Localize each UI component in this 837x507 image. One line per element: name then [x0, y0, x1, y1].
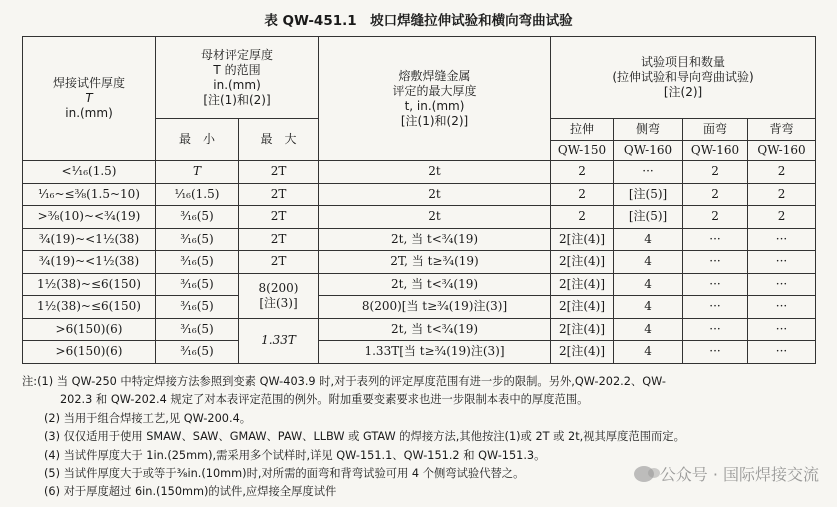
note-line: 注:(1) 当 QW-250 中特定焊接方法参照到变素 QW-403.9 时,对于表列的评定厚度范围有进一步的限制。另外,QW-202.2、QW- [22, 375, 666, 388]
cell: 4 [614, 251, 683, 274]
cell: ³⁄₁₆(5) [156, 318, 239, 341]
cell: 1.33T[当 t≥³⁄₄(19)注(3)] [319, 341, 551, 364]
table-row [23, 341, 816, 364]
header-deposited-weld-metal: 熔敷焊缝金属 评定的最大厚度 t, in.(mm) [注(1)和(2)] [319, 37, 551, 161]
table-row [23, 296, 816, 319]
cell: 2T [239, 251, 319, 274]
cell: ··· [748, 273, 816, 296]
header-root-bend: 背弯 [748, 119, 816, 141]
cell: 2 [551, 183, 614, 206]
cell: ··· [748, 318, 816, 341]
cell: 8(200)[当 t≥³⁄₄(19)注(3)] [319, 296, 551, 319]
cell: 2[注(4)] [551, 296, 614, 319]
cell: 2t [319, 183, 551, 206]
cell-merged-max: 1.33T [239, 318, 319, 363]
cell: 4 [614, 228, 683, 251]
header-base-metal-range: 母材评定厚度 T 的范围 in.(mm) [注(1)和(2)] [156, 37, 319, 119]
cell: 2 [683, 161, 748, 184]
header-min: 最 小 [156, 119, 239, 161]
cell: 2T [239, 228, 319, 251]
header-specimen-thickness: 焊接试件厚度 T in.(mm) [23, 37, 156, 161]
table-title: 表 QW-451.1 坡口焊缝拉伸试验和横向弯曲试验 [264, 13, 573, 29]
cell: [注(5)] [614, 206, 683, 229]
cell: ··· [748, 341, 816, 364]
cell: ³⁄₁₆(5) [156, 206, 239, 229]
cell: >6(150)(6) [23, 341, 156, 364]
table-row [23, 161, 816, 184]
cell: <¹⁄₁₆(1.5) [23, 161, 156, 184]
table-row [23, 206, 816, 229]
cell: ³⁄₁₆(5) [156, 251, 239, 274]
cell: 4 [614, 341, 683, 364]
cell: 2[注(4)] [551, 273, 614, 296]
weld-test-table [22, 36, 816, 364]
cell: 2T [239, 161, 319, 184]
header-face-bend: 面弯 [683, 119, 748, 141]
table-row [23, 318, 816, 341]
cell: ··· [748, 228, 816, 251]
header-tension: 拉伸 [551, 119, 614, 141]
cell: 2t, 当 t<³⁄₄(19) [319, 228, 551, 251]
cell: ··· [683, 251, 748, 274]
cell: 2t [319, 206, 551, 229]
cell: ³⁄₁₆(5) [156, 341, 239, 364]
cell: >6(150)(6) [23, 318, 156, 341]
table-row [23, 251, 816, 274]
cell: 2 [748, 183, 816, 206]
cell: 2T, 当 t≥³⁄₄(19) [319, 251, 551, 274]
cell: 2T [239, 183, 319, 206]
cell: ··· [683, 296, 748, 319]
header-code: QW-150 [551, 141, 614, 161]
cell: ³⁄₄(19)~<1½(38) [23, 251, 156, 274]
cell: 2[注(4)] [551, 251, 614, 274]
cell: 2 [748, 206, 816, 229]
cell: [注(5)] [614, 183, 683, 206]
cell: ··· [683, 228, 748, 251]
cell: ··· [683, 273, 748, 296]
cell: 2 [748, 161, 816, 184]
note-line: (5) 当试件厚度大于或等于³⁄₈in.(10mm)时,对所需的面弯和背弯试验可用 4 个侧弯试验代替之。 [44, 467, 525, 481]
cell: >³⁄₈(10)~<³⁄₄(19) [23, 206, 156, 229]
cell: 2t [319, 161, 551, 184]
cell: ¹⁄₁₆~≤³⁄₈(1.5~10) [23, 183, 156, 206]
cropped-heading-remnant [40, 0, 340, 6]
cell: ³⁄₁₆(5) [156, 273, 239, 296]
cell: T [156, 161, 239, 184]
cell-merged-max: 8(200) [注(3)] [239, 273, 319, 318]
cell: 1½(38)~≤6(150) [23, 296, 156, 319]
wechat-icon [634, 466, 654, 482]
cell: ··· [748, 296, 816, 319]
cell: 2t, 当 t<³⁄₄(19) [319, 273, 551, 296]
cell: ··· [683, 341, 748, 364]
cell: 2[注(4)] [551, 228, 614, 251]
cell: 4 [614, 296, 683, 319]
note-line: (6) 对于厚度超过 6in.(150mm)的试件,应焊接全厚度试件 [44, 485, 337, 499]
cell: 4 [614, 273, 683, 296]
cell: ³⁄₁₆(5) [156, 296, 239, 319]
header-code: QW-160 [683, 141, 748, 161]
cell: 2 [683, 183, 748, 206]
header-max: 最 大 [239, 119, 319, 161]
cell: 2 [683, 206, 748, 229]
cell: 2[注(4)] [551, 318, 614, 341]
cell: 1½(38)~≤6(150) [23, 273, 156, 296]
cell: ³⁄₁₆(5) [156, 228, 239, 251]
table-row [23, 183, 816, 206]
cell: 2 [551, 206, 614, 229]
watermark [634, 462, 819, 485]
header-code: QW-160 [748, 141, 816, 161]
header-code: QW-160 [614, 141, 683, 161]
note-line: 202.3 和 QW-202.4 规定了对本表评定范围的例外。附加重要变素要求也进一步限制本表中的厚度范围。 [60, 393, 589, 407]
cell: 4 [614, 318, 683, 341]
watermark-text: 公众号 · 国际焊接交流 [659, 465, 819, 484]
header-side-bend: 侧弯 [614, 119, 683, 141]
table-row [23, 228, 816, 251]
cell: 2t, 当 t<³⁄₄(19) [319, 318, 551, 341]
cell: ³⁄₄(19)~<1½(38) [23, 228, 156, 251]
cell: 2[注(4)] [551, 341, 614, 364]
cell: ··· [683, 318, 748, 341]
cell: 2T [239, 206, 319, 229]
cell: ··· [748, 251, 816, 274]
cell: ··· [614, 161, 683, 184]
table-row [23, 273, 816, 296]
cell: 2 [551, 161, 614, 184]
cell: ¹⁄₁₆(1.5) [156, 183, 239, 206]
note-line: (2) 当用于组合焊接工艺,见 QW-200.4。 [44, 411, 252, 425]
note-line: (3) 仅仅适用于使用 SMAW、SAW、GMAW、PAW、LLBW 或 GTAW 的焊接方法,其他按注(1)或 2T 或 2t,视其厚度范围而定。 [44, 430, 685, 444]
header-tests: 试验项目和数量 (拉伸试验和导向弯曲试验) [注(2)] [551, 37, 816, 119]
note-line: (4) 当试件厚度大于 1in.(25mm),需采用多个试样时,详见 QW-151.1、QW-151.2 和 QW-151.3。 [44, 448, 546, 462]
